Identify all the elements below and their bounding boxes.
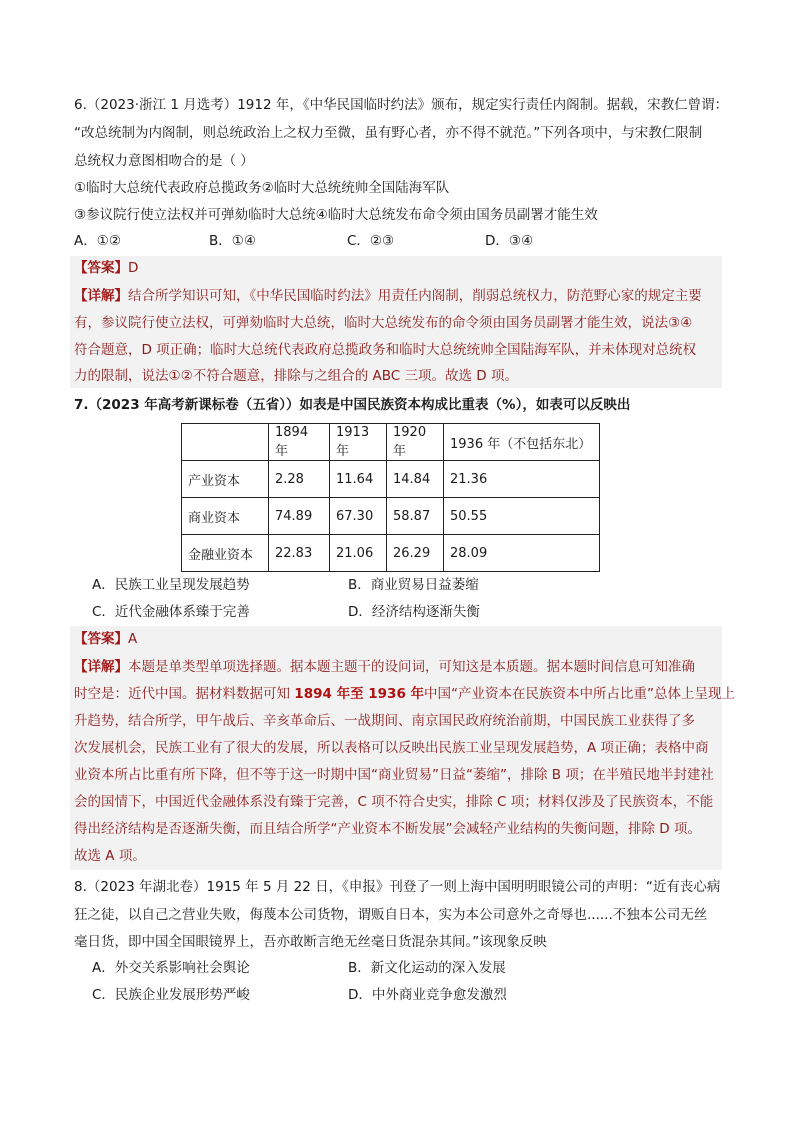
capital-composition-table: [181, 423, 600, 572]
q7-detail-line-2: [74, 685, 735, 703]
q6-detail-text-1: 结合所学知识可知，《中华民国临时约法》用责任内阁制，削弱总统权力，防范野心家的规定主要: [128, 288, 702, 304]
q6-stem-line-3: 总统权力意图相吻合的是（ ）: [74, 153, 254, 169]
table-cell: 50.55: [444, 498, 600, 535]
table-cell: 58.87: [387, 498, 444, 535]
q7-detail-tag: 【详解】: [74, 659, 128, 675]
q7-detail-line-8: 故选 A 项。: [74, 848, 146, 864]
q7-detail-text-1: 本题是单类型单项选择题。据本题主题干的设问词，可知这是本质题。据本题时间信息可知准确: [128, 659, 695, 675]
q6-option-d: D．③④: [485, 233, 534, 249]
table-cell: 21.06: [330, 535, 387, 572]
q6-answer-line: [74, 259, 138, 277]
table-header-cell: 1894 年: [269, 424, 330, 461]
table-header-row: [182, 424, 600, 461]
table-cell: 21.36: [444, 461, 600, 498]
table-row: [182, 461, 600, 498]
q6-option-b: B．①④: [209, 233, 256, 249]
q7-answer-block: [70, 626, 736, 870]
q7-option-b: B．商业贸易日益萎缩: [348, 577, 479, 593]
q7-detail-line-1: [74, 658, 695, 676]
q7-detail-highlight: 1894 年至 1936 年: [294, 686, 425, 702]
q6-stem-line-1: 6.（2023·浙江 1 月选考）1912 年，《中华民国临时约法》颁布，规定实行责任内阁制。据载，宋教仁曾谓：: [74, 97, 729, 113]
q7-answer-line: [74, 630, 137, 648]
q8-option-a: A．外交关系影响社会舆论: [92, 960, 250, 976]
q6-detail-line-1: [74, 287, 702, 305]
q6-stem-line-2: “改总统制为内阁制，则总统政治上之权力至微，虽有野心者，亦不得不就范。”下列各项中，与宋教仁限制: [74, 125, 703, 141]
q7-detail-text-2a: 时空是：近代中国。据材料数据可知: [74, 686, 295, 702]
table-row: [182, 535, 600, 572]
table-cell: 28.09: [444, 535, 600, 572]
q8-stem-line-1: 8.（2023 年湖北卷）1915 年 5 月 22 日，《申报》刊登了一则上海中国明明眼镜公司的声明：“近有丧心病: [74, 879, 721, 895]
table-row: [182, 498, 600, 535]
table-header-cell: 1913 年: [330, 424, 387, 461]
table-header-cell: 1936 年（不包括东北）: [444, 424, 600, 461]
q7-option-d: D．经济结构逐渐失衡: [348, 604, 480, 620]
q7-stem: 7.（2023 年高考新课标卷（五省））如表是中国民族资本构成比重表（%），如表可以反映出: [74, 397, 631, 413]
q7-answer-tag: 【答案】: [74, 631, 128, 647]
q7-detail-line-5: 业资本所占比重有所下降，但不等于这一时期中国“商业贸易”日益“萎缩”，排除 B 项；在半殖民地半封建社: [74, 767, 714, 783]
q6-option-a: A．①②: [74, 233, 121, 249]
q8-option-d: D．中外商业竞争愈发激烈: [348, 987, 507, 1003]
table-cell: 67.30: [330, 498, 387, 535]
table-cell: 产业资本: [182, 461, 269, 498]
q6-answer-value: D: [128, 260, 139, 276]
q8-stem-line-2: 狂之徒，以自己之营业失败，侮蔑本公司货物，谓贩自日本，实为本公司意外之奇辱也......不独本公司无丝: [74, 907, 708, 923]
table-cell: 74.89: [269, 498, 330, 535]
q7-option-a: A．民族工业呈现发展趋势: [92, 577, 250, 593]
q6-detail-tag: 【详解】: [74, 288, 128, 304]
q6-item-line-2: ③参议院行使立法权并可弹劾临时大总统④临时大总统发布命令须由国务员副署才能生效: [74, 207, 598, 223]
q7-detail-text-2c: 中国“产业资本在民族资本中所占比重”总体上呈现上: [424, 686, 736, 702]
table-header-cell: [182, 424, 269, 461]
table-cell: 14.84: [387, 461, 444, 498]
table-cell: 11.64: [330, 461, 387, 498]
table-cell: 22.83: [269, 535, 330, 572]
q6-detail-line-4: 力的限制，说法①②不符合题意，排除与之组合的 ABC 三项。故选 D 项。: [74, 368, 518, 384]
table-cell: 2.28: [269, 461, 330, 498]
q7-detail-line-4: 次发展机会，民族工业有了很大的发展，所以表格可以反映出民族工业呈现发展趋势，A 项正确；表格中商: [74, 740, 709, 756]
q7-option-c: C．近代金融体系臻于完善: [92, 604, 250, 620]
q6-item-line-1: ①临时大总统代表政府总揽政务②临时大总统统帅全国陆海军队: [74, 180, 450, 196]
q6-answer-block: [70, 256, 722, 388]
q6-detail-line-3: 符合题意，D 项正确；临时大总统代表政府总揽政务和临时大总统统帅全国陆海军队，并未体现对总统权: [74, 342, 697, 358]
q8-option-c: C．民族企业发展形势严峻: [92, 987, 250, 1003]
table-header-cell: 1920 年: [387, 424, 444, 461]
q6-option-c: C．②③: [347, 233, 395, 249]
q7-detail-line-3: 升趋势，结合所学，甲午战后、辛亥革命后、一战期间、南京国民政府统治前期，中国民族工业获得了多: [74, 713, 695, 729]
q7-detail-line-6: 会的国情下，中国近代金融体系没有臻于完善，C 项不符合史实，排除 C 项；材料仅涉及了民族资本，不能: [74, 794, 714, 810]
table-cell: 商业资本: [182, 498, 269, 535]
q6-answer-tag: 【答案】: [74, 260, 128, 276]
q8-stem-line-3: 毫日货，即中国全国眼镜界上，吾亦敢断言绝无丝毫日货混杂其间。”该现象反映: [74, 934, 547, 950]
table-cell: 金融业资本: [182, 535, 269, 572]
q8-option-b: B．新文化运动的深入发展: [348, 960, 506, 976]
table-cell: 26.29: [387, 535, 444, 572]
q6-detail-line-2: 有，参议院行使立法权，可弹劾临时大总统，临时大总统发布的命令须由国务员副署才能生效，说法③④: [74, 315, 693, 331]
q7-detail-line-7: 得出经济结构是否逐渐失衡，而且结合所学“产业资本不断发展”会减轻产业结构的失衡问题，排除 D 项。: [74, 821, 701, 837]
q7-answer-value: A: [128, 631, 138, 647]
